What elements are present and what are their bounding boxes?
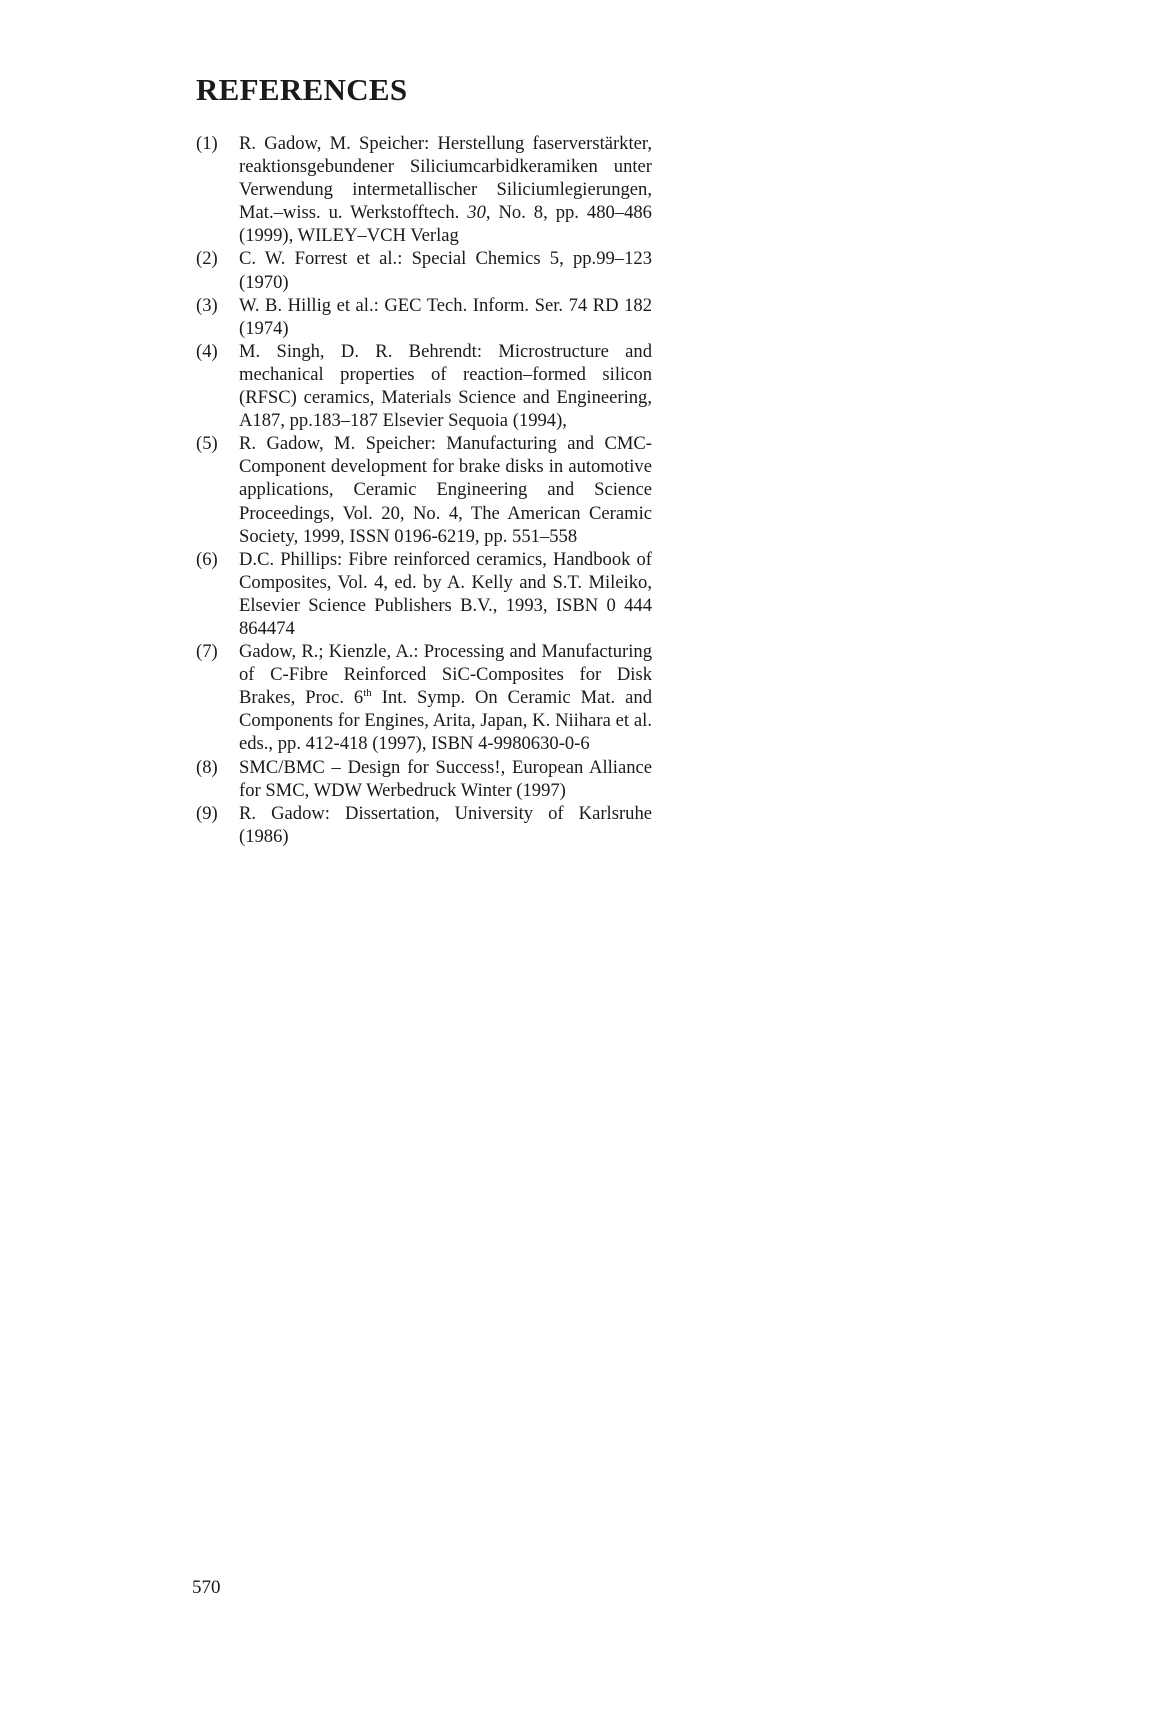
reference-item (196, 548, 652, 640)
reference-text: R. Gadow, M. Speicher: Herstellung faserverstärkter, reaktionsgebundener Siliciumcarbidkeramiken unter Verwendung intermetallischer Siliciumlegierungen, Mat.–wiss. u. Werkstofftech. 30, No. 8, pp. 480–486 (1999), WILEY–VCH Verlag (239, 133, 652, 247)
reference-text: R. Gadow: Dissertation, University of Karlsruhe (1986) (239, 802, 652, 847)
reference-number: (4) (196, 340, 218, 362)
references-heading: REFERENCES (196, 72, 408, 107)
reference-number: (7) (196, 641, 218, 663)
reference-item (196, 640, 652, 755)
reference-item (196, 756, 652, 802)
reference-item (196, 802, 652, 848)
reference-number: (2) (196, 248, 218, 270)
reference-text: M. Singh, D. R. Behrendt: Microstructure and mechanical properties of reaction–formed silicon (RFSC) ceramics, Materials Science and Engineering, A187, pp.183–187 Elsevier Sequoia (1994), (239, 340, 652, 432)
reference-text: Gadow, R.; Kienzle, A.: Processing and Manufacturing of C-Fibre Reinforced SiC-Composites for Disk Brakes, Proc. 6th Int. Symp. On Ceramic Mat. and Components for Engines, Arita, Japan, K. Niihara et al. eds., pp. 412-418 (1997), ISBN 4-9980630-0-6 (239, 641, 652, 755)
reference-text: D.C. Phillips: Fibre reinforced ceramics, Handbook of Composites, Vol. 4, ed. by A. Kelly and S.T. Mileiko, Elsevier Science Publishers B.V., 1993, ISBN 0 444 864474 (239, 548, 652, 639)
reference-item (196, 247, 652, 293)
reference-text: W. B. Hillig et al.: GEC Tech. Inform. Ser. 74 RD 182 (1974) (239, 294, 652, 339)
reference-item (196, 340, 652, 432)
reference-text: SMC/BMC – Design for Success!, European Alliance for SMC, WDW Werbedruck Winter (1997) (239, 756, 652, 801)
reference-number: (5) (196, 433, 218, 455)
reference-number: (3) (196, 294, 218, 316)
reference-number: (6) (196, 548, 218, 570)
reference-item (196, 432, 652, 547)
page-number: 570 (192, 1577, 221, 1598)
reference-number: (8) (196, 756, 218, 778)
reference-number: (1) (196, 133, 218, 154)
reference-item (196, 132, 652, 247)
reference-text: R. Gadow, M. Speicher: Manufacturing and CMC-Component development for brake disks in automotive applications, Ceramic Engineering and Science Proceedings, Vol. 20, No. 4, The American Ceramic Society, 1999, ISSN 0196-6219, pp. 551–558 (239, 433, 652, 547)
reference-list (196, 132, 652, 848)
reference-text: C. W. Forrest et al.: Special Chemics 5, pp.99–123 (1970) (239, 248, 652, 293)
reference-number: (9) (196, 802, 218, 824)
reference-item (196, 294, 652, 340)
